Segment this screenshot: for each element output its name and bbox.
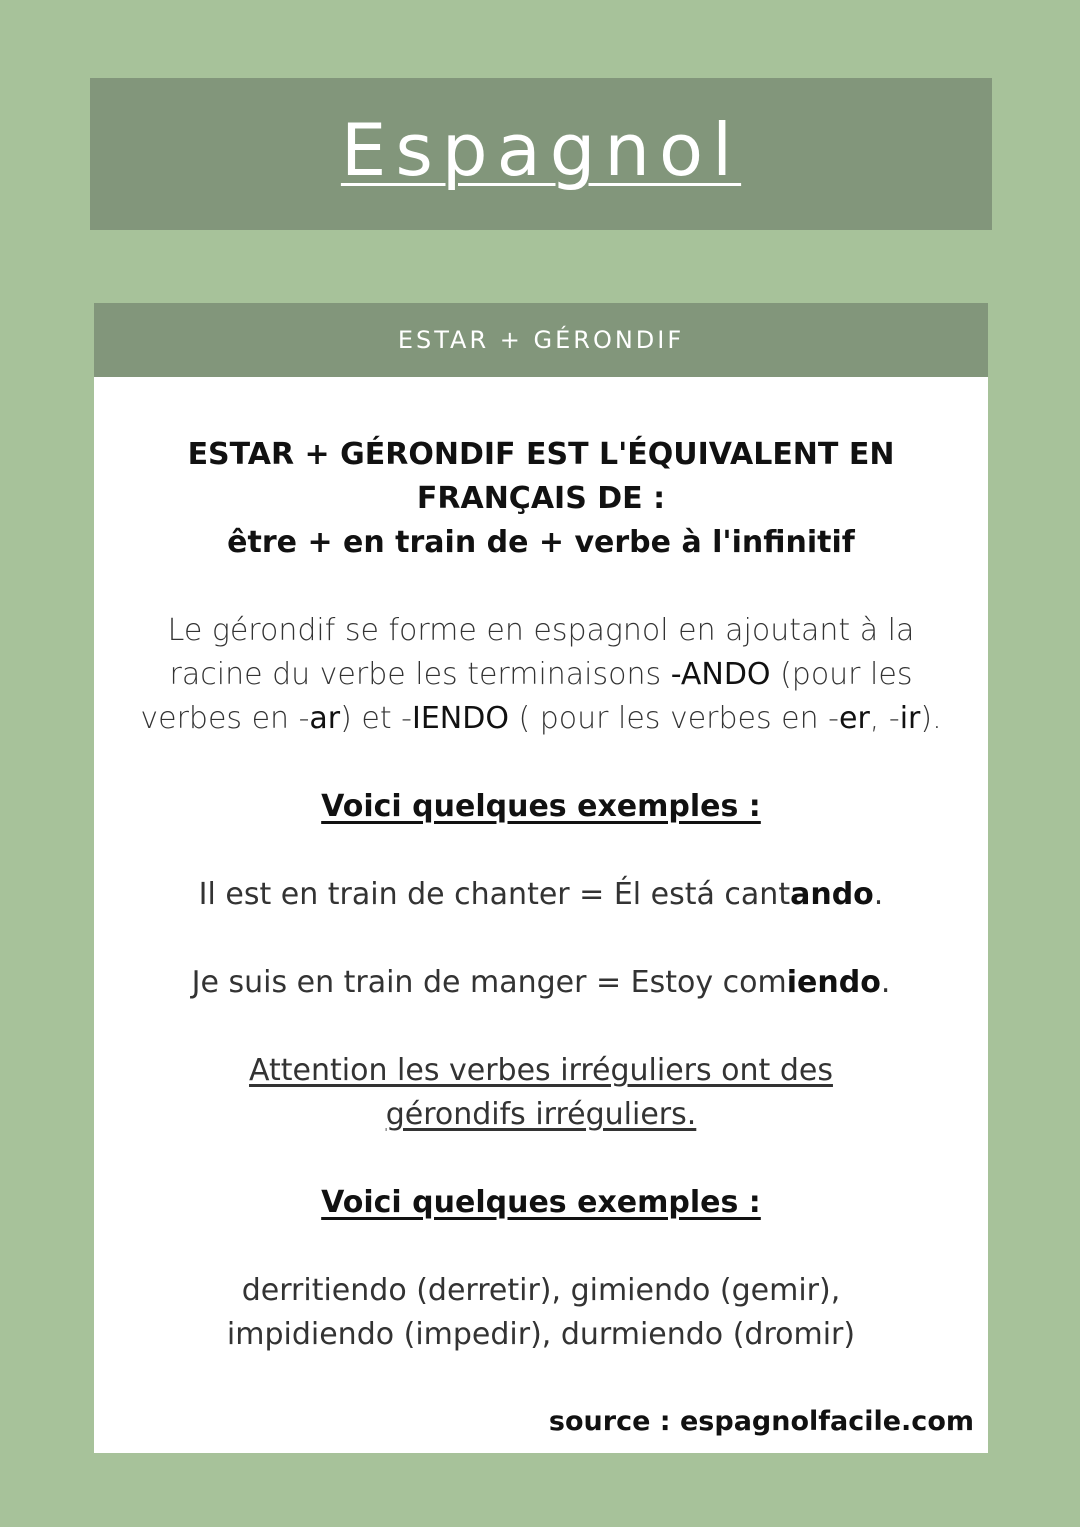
page-title: Espagnol xyxy=(340,108,742,192)
formation-text-1: Le gérondif se forme en espagnol en ajoutant à la racine du verbe les terminaisons xyxy=(167,613,915,692)
intro-block xyxy=(124,433,958,565)
example-1-text: Il est en train de chanter = Él está cant xyxy=(198,877,791,912)
irregular-warning: Attention les verbes irréguliers ont des gérondifs irréguliers. xyxy=(249,1053,833,1132)
formation-text-2: (pour les verbes en - xyxy=(140,657,913,736)
card-content xyxy=(94,433,988,1357)
title-banner xyxy=(90,78,992,230)
example-2 xyxy=(124,961,958,1005)
examples-heading-2: Voici quelques exemples : xyxy=(321,1185,761,1220)
formation-text-5: , - xyxy=(869,701,900,736)
ending-iendo: IENDO xyxy=(411,701,509,736)
formation-text-4: ( pour les verbes en - xyxy=(508,701,839,736)
ending-ando: -ANDO xyxy=(670,657,771,692)
source-credit: source : espagnolfacile.com xyxy=(548,1406,974,1437)
irregular-examples: derritiendo (derretir), gimiendo (gemir), impidiendo (impedir), durmiendo (dromir) xyxy=(226,1273,856,1352)
intro-line-1: ESTAR + GÉRONDIF EST L'ÉQUIVALENT EN FRANÇAIS DE : xyxy=(187,437,895,516)
example-2-text: Je suis en train de manger = Estoy com xyxy=(191,965,787,1000)
examples-heading-1: Voici quelques exemples : xyxy=(321,789,761,824)
formation-text-3: ) et - xyxy=(340,701,412,736)
ending-er: er xyxy=(839,701,870,736)
example-1 xyxy=(124,873,958,917)
card-header-label: ESTAR + GÉRONDIF xyxy=(397,326,685,354)
intro-line-2: être + en train de + verbe à l'infinitif xyxy=(227,525,855,560)
example-2-end: . xyxy=(880,965,891,1000)
ending-ir: ir xyxy=(899,701,921,736)
content-card xyxy=(94,303,988,1453)
example-1-ending: ando xyxy=(790,877,874,912)
ending-ar: ar xyxy=(309,701,341,736)
example-2-ending: iendo xyxy=(786,965,881,1000)
example-1-end: . xyxy=(873,877,884,912)
card-header xyxy=(94,303,988,377)
formation-text-6: ). xyxy=(920,701,942,736)
formation-paragraph xyxy=(124,609,958,741)
